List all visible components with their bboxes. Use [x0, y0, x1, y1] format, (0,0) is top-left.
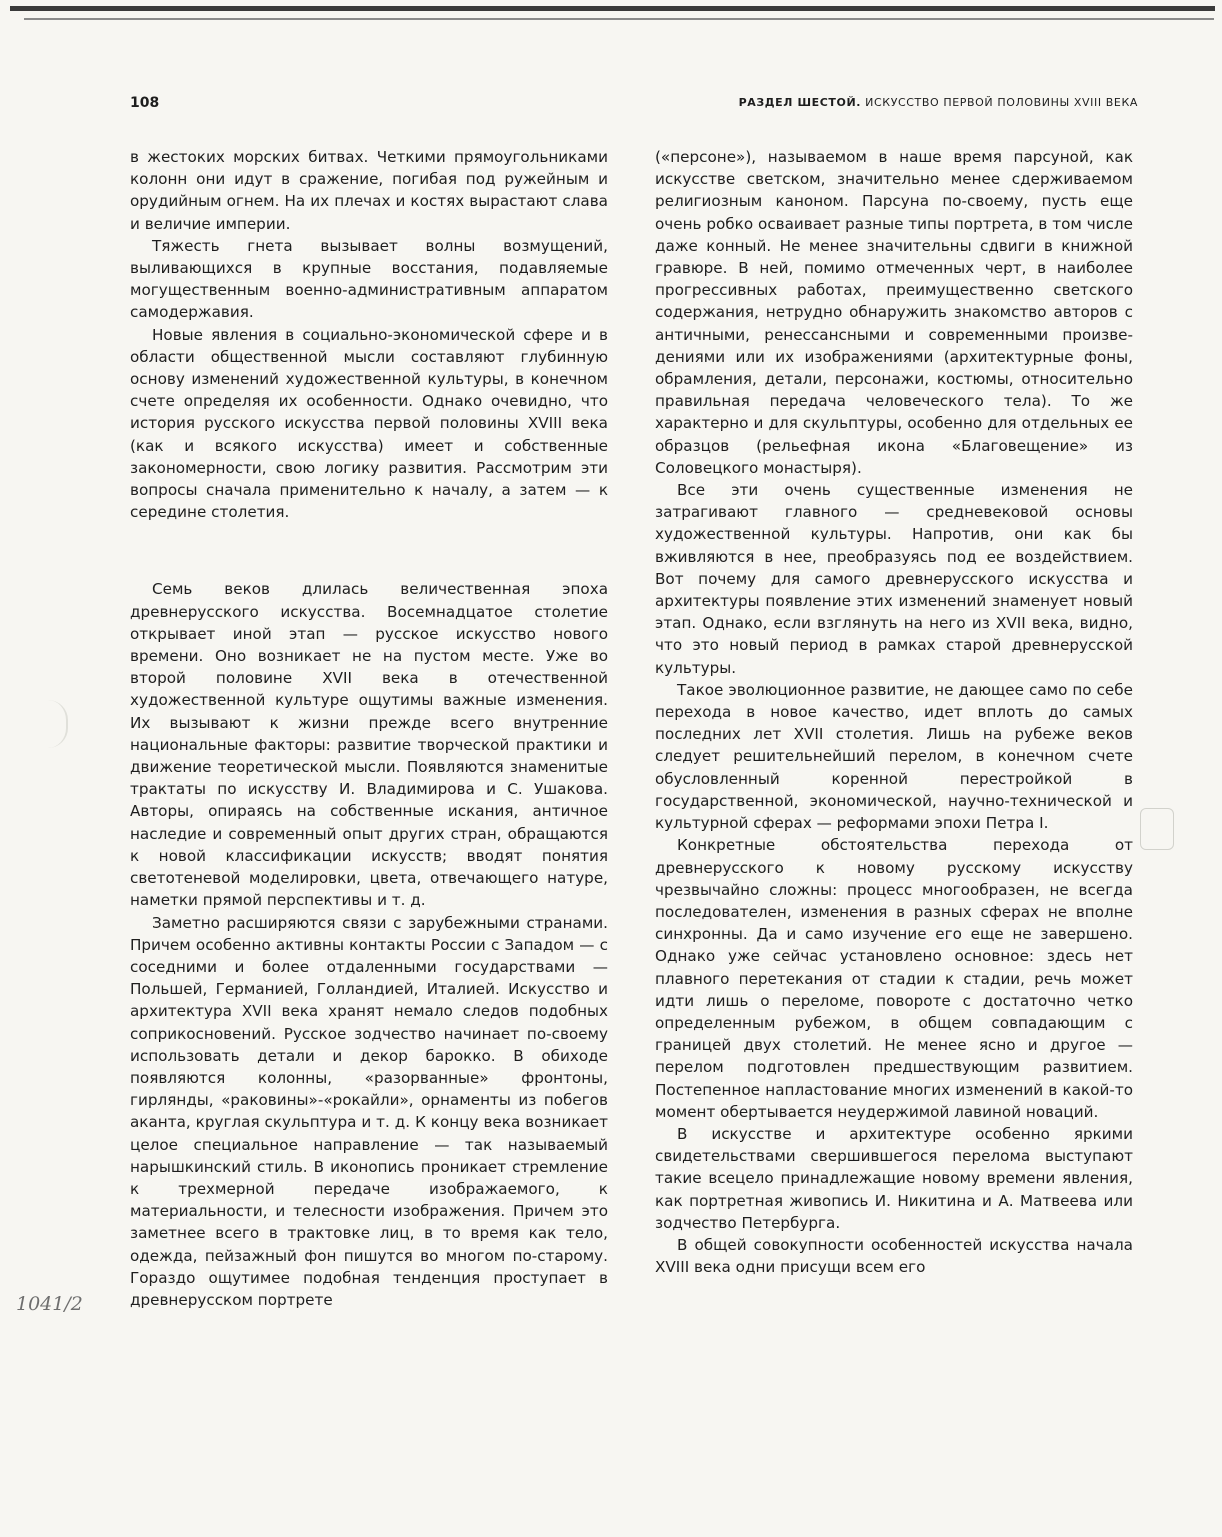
- scan-edge-line: [24, 18, 1214, 20]
- paragraph: Заметно расширяются связи с зарубежными странами. Причем особенно активны контакты России с Западом — с соседними и более отдаленными государствами — Польшей, Германией, Голландией, Италией. Искусство и архитектура XVII века хранят немало следов подобных соприкосновений. Русское зодчество начинает по-своему использовать детали и декор барокко. В обиходе появляются колонны, «разорванные» фронтоны, гирлянды, «раковины»-«рокайли», орнаменты из побегов аканта, круглая скульптура и т. д. К концу века возникает целое специальное направление — так называемый нарышкинский стиль. В иконопись проникает стремление к трехмерной передаче изображаемого, к материальности, и телесности изображения. Причем это заметнее всего в трактовке лиц, в то время как тело, одежда, пейзажный фон пишутся во многом по-старому. Гораздо ощутимее подобная тенденция проступает в древнерусском портрете: [130, 913, 608, 1309]
- running-head: [739, 96, 1138, 109]
- paragraph: Конкретные обстоятельства перехода от древнерусского к новому русскому искусству чрезвычайно сложны: процесс многообразен, не всегда последователен, изменения в разных сферах не вполне синхронны. Да и само изучение его еще не завершено. Однако уже сейчас установлено основное: здесь нет плавного перетекания от стадии к стадии, речь может идти лишь о переломе, повороте с достаточно четко определенным рубежом, в общем совпадающим с границей двух столетий. Не менее ясно и другое — перелом подготовлен предшествующим развитием. Постепенное напластование многих изменений в какой-то момент обертывается неудержимой лавиной новаций.: [655, 836, 1133, 1121]
- section-break: [130, 523, 608, 578]
- paragraph: Все эти очень существенные изменения не затрагивают главного — средневековой основы художественной культуры. Напротив, они как бы вживляются в нее, преобразуясь под ее воздействием. Вот почему для самого древнерусского искусства и архитектуры появление этих изменений знаменует новый этап. Однако, если взглянуть на него из XVII века, видно, что это новый период в рамках старой древнерусской культуры.: [655, 481, 1133, 677]
- paragraph: Тяжесть гнета вызывает волны возмущений, выливающихся в крупные восстания, подавляемые могущественным военно-административным аппаратом самодержавия.: [130, 236, 608, 322]
- right-column: [655, 146, 1133, 1278]
- margin-pencil-mark: [40, 700, 68, 748]
- paragraph: В искусстве и архитектуре особенно яркими свидетельствами свершившегося перелома выступают такие всецело принадлежащие новому времени явления, как портретная живопись И. Никитина и А. Матвеева или зодчество Петербурга.: [655, 1124, 1133, 1232]
- section-label: РАЗДЕЛ ШЕСТОЙ.: [738, 96, 862, 109]
- paragraph: Новые явления в социально-экономической сфере и в области общественной мысли составляют глубинную основу изменений художественной культуры, в конечном счете определяя их особенности. Однако очевидно, что история русского искусства первой половины XVIII века (как и всякого искусства) имеет и собственные закономерности, свою логику развития. Рассмотрим эти вопросы сначала применительно к началу, а затем — к середине столетия.: [130, 325, 608, 522]
- paragraph: Семь веков длилась величественная эпоха древнерусского искусства. Восемнадцатое столетие открывает иной этап — русское искусство нового времени. Оно возникает не на пустом месте. Уже во второй половине XVII века в отечественной художественной культуре ощутимы важные изменения. Их вызывают к жизни прежде всего внутренние национальные факторы: развитие творческой практики и движение теоретической мысли. Появляются знаменитые трактаты по искусству И. Владимирова и С. Ушакова. Авторы, опираясь на собственные искания, античное наследие и современный опыт других стран, обращаются к новой классификации искусств; вводят понятия светотеневой моделировки, цвета, отвечающего натуре, наметки прямой перспективы и т. д.: [130, 580, 608, 910]
- section-title: ИСКУССТВО ПЕРВОЙ ПОЛОВИНЫ XVIII ВЕКА: [865, 96, 1138, 109]
- paragraph: В общей совокупности особенностей искусства начала XVIII века одни присущи всем его: [655, 1235, 1133, 1277]
- left-column: [130, 146, 608, 1311]
- paragraph: Такое эволюционное развитие, не дающее само по себе перехода в новое качество, идет вплоть до самых последних лет XVII столетия. Лишь на рубеже веков следует решительнейший перелом, в конечном счете обусловленный коренной перестройкой в государственной, экономической, научно-технической и культурной сферах — реформами эпохи Петра I.: [655, 680, 1133, 833]
- scan-edge-shadow: [10, 6, 1215, 11]
- paragraph: в жестоких морских битвах. Четкими прямоугольниками колонн они идут в сражение, погибая под ружейным и орудийным огнем. На их плечах и костях вырастают слава и величие империи.: [130, 148, 608, 233]
- paragraph: («персоне»), называемом в наше время парсуной, как искусстве светском, значительно менее сдерживаемом религиозным каноном. Парсуна по-своему, пусть еще очень робко осваивает разные типы портрета, в том числе даже конный. Не менее значительны сдвиги в книжной гравюре. В ней, помимо отмеченных черт, в наиболее прогрессивных работах, преимущественно светского содержания, нетрудно обнаружить знакомство авторов с античными, ренессансными и современными произведениями или их изображениями (архитектурные фоны, обрамления, детали, персонажи, костюмы, относительно правильная передача человеческого тела). То же характерно и для скульптуры, особенно для отдельных ее образцов (рельефная икона «Благовещение» из Соловецкого монастыря).: [655, 148, 1133, 477]
- margin-pencil-bracket: [1140, 808, 1174, 850]
- page-number: 108: [130, 95, 160, 111]
- running-header: [130, 95, 1138, 115]
- handwritten-margin-note: 1041/2: [16, 1293, 83, 1315]
